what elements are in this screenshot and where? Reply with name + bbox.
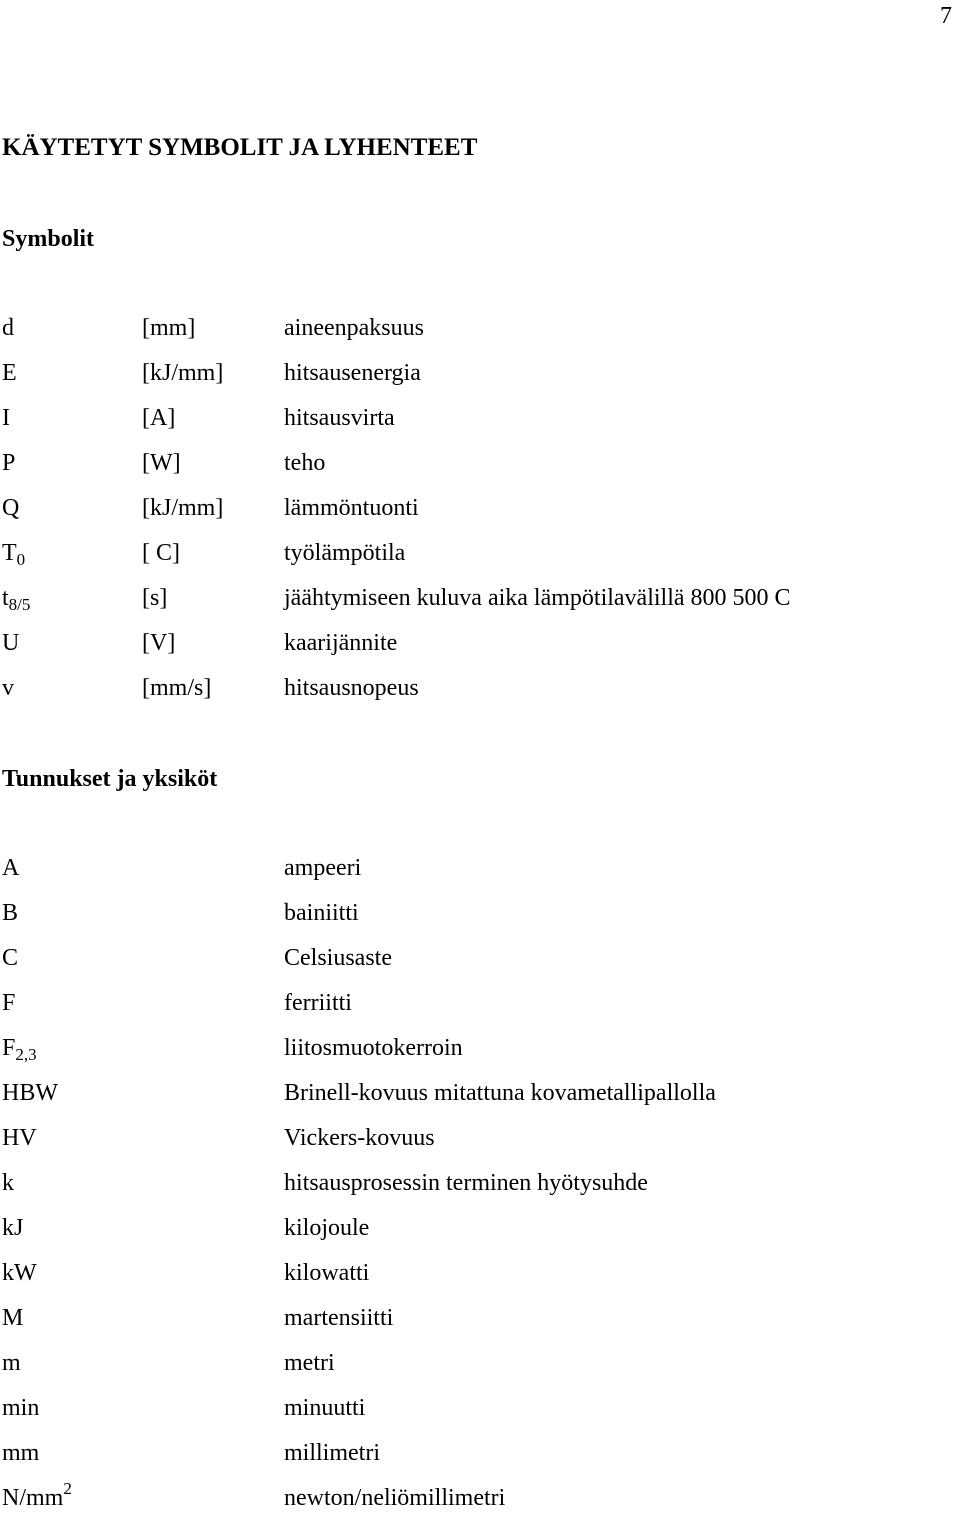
symbol-text: min (2, 1395, 40, 1421)
units-heading: Tunnukset ja yksiköt (2, 766, 218, 792)
symbol-unit: [mm] (142, 315, 196, 341)
symbol-cell (2, 396, 10, 441)
unit-description: kilowatti (284, 1260, 370, 1286)
symbol-cell (2, 576, 30, 621)
symbol-row (0, 531, 960, 576)
symbol-unit: [s] (142, 585, 168, 611)
symbol-cell (2, 846, 19, 891)
symbol-cell (2, 1386, 39, 1431)
symbol-row (0, 576, 960, 621)
symbol-cell (2, 1296, 23, 1341)
unit-description: newton/neliömillimetri (284, 1485, 506, 1511)
symbol-text: F (2, 990, 16, 1016)
symbol-cell (2, 1251, 37, 1296)
symbol-text: kW (2, 1260, 37, 1286)
unit-row (0, 846, 960, 891)
symbol-unit: [kJ/mm] (142, 360, 224, 386)
symbol-row (0, 441, 960, 486)
symbol-text: E (2, 360, 17, 386)
unit-description: hitsausprosessin terminen hyötysuhde (284, 1170, 648, 1196)
unit-row (0, 981, 960, 1026)
unit-row (0, 1341, 960, 1386)
symbol-unit: [kJ/mm] (142, 495, 224, 521)
symbol-description: teho (284, 450, 326, 476)
symbol-cell (2, 1341, 21, 1386)
symbol-text: T (2, 540, 17, 566)
symbol-cell (2, 621, 19, 666)
symbol-superscript: 2 (63, 1479, 72, 1498)
symbol-unit: [mm/s] (142, 675, 212, 701)
symbol-description: hitsausenergia (284, 360, 421, 386)
symbol-cell (2, 1071, 58, 1116)
symbol-description: lämmöntuonti (284, 495, 419, 521)
symbol-cell (2, 1161, 14, 1206)
unit-description: bainiitti (284, 900, 359, 926)
symbol-text: Q (2, 495, 20, 521)
symbol-text: U (2, 630, 20, 656)
symbol-text: v (2, 675, 14, 701)
unit-description: kilojoule (284, 1215, 370, 1241)
symbol-text: M (2, 1305, 24, 1331)
symbol-row (0, 486, 960, 531)
symbol-cell (2, 981, 15, 1026)
unit-row (0, 891, 960, 936)
symbol-description: aineenpaksuus (284, 315, 424, 341)
symbol-cell (2, 441, 15, 486)
symbol-cell (2, 1431, 39, 1476)
unit-description: metri (284, 1350, 335, 1376)
symbol-cell (2, 486, 19, 531)
unit-row (0, 1476, 960, 1521)
symbol-unit: [V] (142, 630, 176, 656)
symbol-unit: [W] (142, 450, 181, 476)
unit-row (0, 1251, 960, 1296)
symbol-text: F (2, 1035, 16, 1061)
symbol-text: t (2, 585, 9, 611)
symbol-text: P (2, 450, 16, 476)
symbol-subscript: 8/5 (8, 595, 31, 614)
page-title: KÄYTETYT SYMBOLIT JA LYHENTEET (2, 134, 478, 161)
symbol-cell (2, 1206, 23, 1251)
symbol-text: B (2, 900, 19, 926)
symbol-text: m (2, 1350, 21, 1376)
unit-row (0, 1116, 960, 1161)
unit-row (0, 1161, 960, 1206)
symbol-row (0, 351, 960, 396)
symbol-cell (2, 1116, 37, 1161)
unit-description: Brinell-kovuus mitattuna kovametallipallolla (284, 1080, 716, 1106)
symbol-row (0, 306, 960, 351)
symbol-cell (2, 936, 18, 981)
symbol-text: k (2, 1170, 14, 1196)
unit-description: minuutti (284, 1395, 366, 1421)
symbol-subscript: 0 (16, 550, 26, 569)
unit-description: Vickers-kovuus (284, 1125, 435, 1151)
symbol-cell (2, 306, 14, 351)
symbol-cell (2, 666, 14, 711)
symbols-heading: Symbolit (2, 226, 95, 252)
unit-row (0, 1206, 960, 1251)
symbol-row (0, 666, 960, 711)
symbol-text: A (2, 855, 20, 881)
symbol-text: mm (2, 1440, 40, 1466)
symbol-cell (2, 1476, 72, 1521)
unit-description: ampeeri (284, 855, 362, 881)
unit-description: Celsiusaste (284, 945, 392, 971)
symbol-row (0, 396, 960, 441)
symbol-description: kaarijännite (284, 630, 398, 656)
symbol-subscript: 2,3 (15, 1045, 37, 1064)
symbol-description: hitsausvirta (284, 405, 395, 431)
symbol-cell (2, 351, 17, 396)
unit-description: ferriitti (284, 990, 352, 1016)
symbol-text: HBW (2, 1080, 58, 1106)
symbol-cell (2, 531, 25, 576)
symbol-unit: [ C] (142, 540, 180, 566)
unit-row (0, 1026, 960, 1071)
page-number: 7 (940, 3, 952, 29)
unit-description: martensiitti (284, 1305, 394, 1331)
symbol-text: HV (2, 1125, 37, 1151)
symbol-description: jäähtymiseen kuluva aika lämpötilavälillä 800 500 C (284, 585, 791, 611)
symbol-text: C (2, 945, 19, 971)
unit-description: liitosmuotokerroin (284, 1035, 463, 1061)
unit-row (0, 1296, 960, 1341)
unit-row (0, 1386, 960, 1431)
symbol-text: N/mm (2, 1485, 64, 1511)
unit-row (0, 1431, 960, 1476)
symbol-row (0, 621, 960, 666)
symbol-unit: [A] (142, 405, 176, 431)
symbol-text: d (2, 315, 14, 341)
unit-description: millimetri (284, 1440, 380, 1466)
unit-row (0, 936, 960, 981)
symbol-description: hitsausnopeus (284, 675, 419, 701)
unit-row (0, 1071, 960, 1116)
symbol-description: työlämpötila (284, 540, 406, 566)
symbol-text: I (2, 405, 10, 431)
symbol-cell (2, 891, 18, 936)
symbol-text: kJ (2, 1215, 24, 1241)
symbol-cell (2, 1026, 37, 1071)
